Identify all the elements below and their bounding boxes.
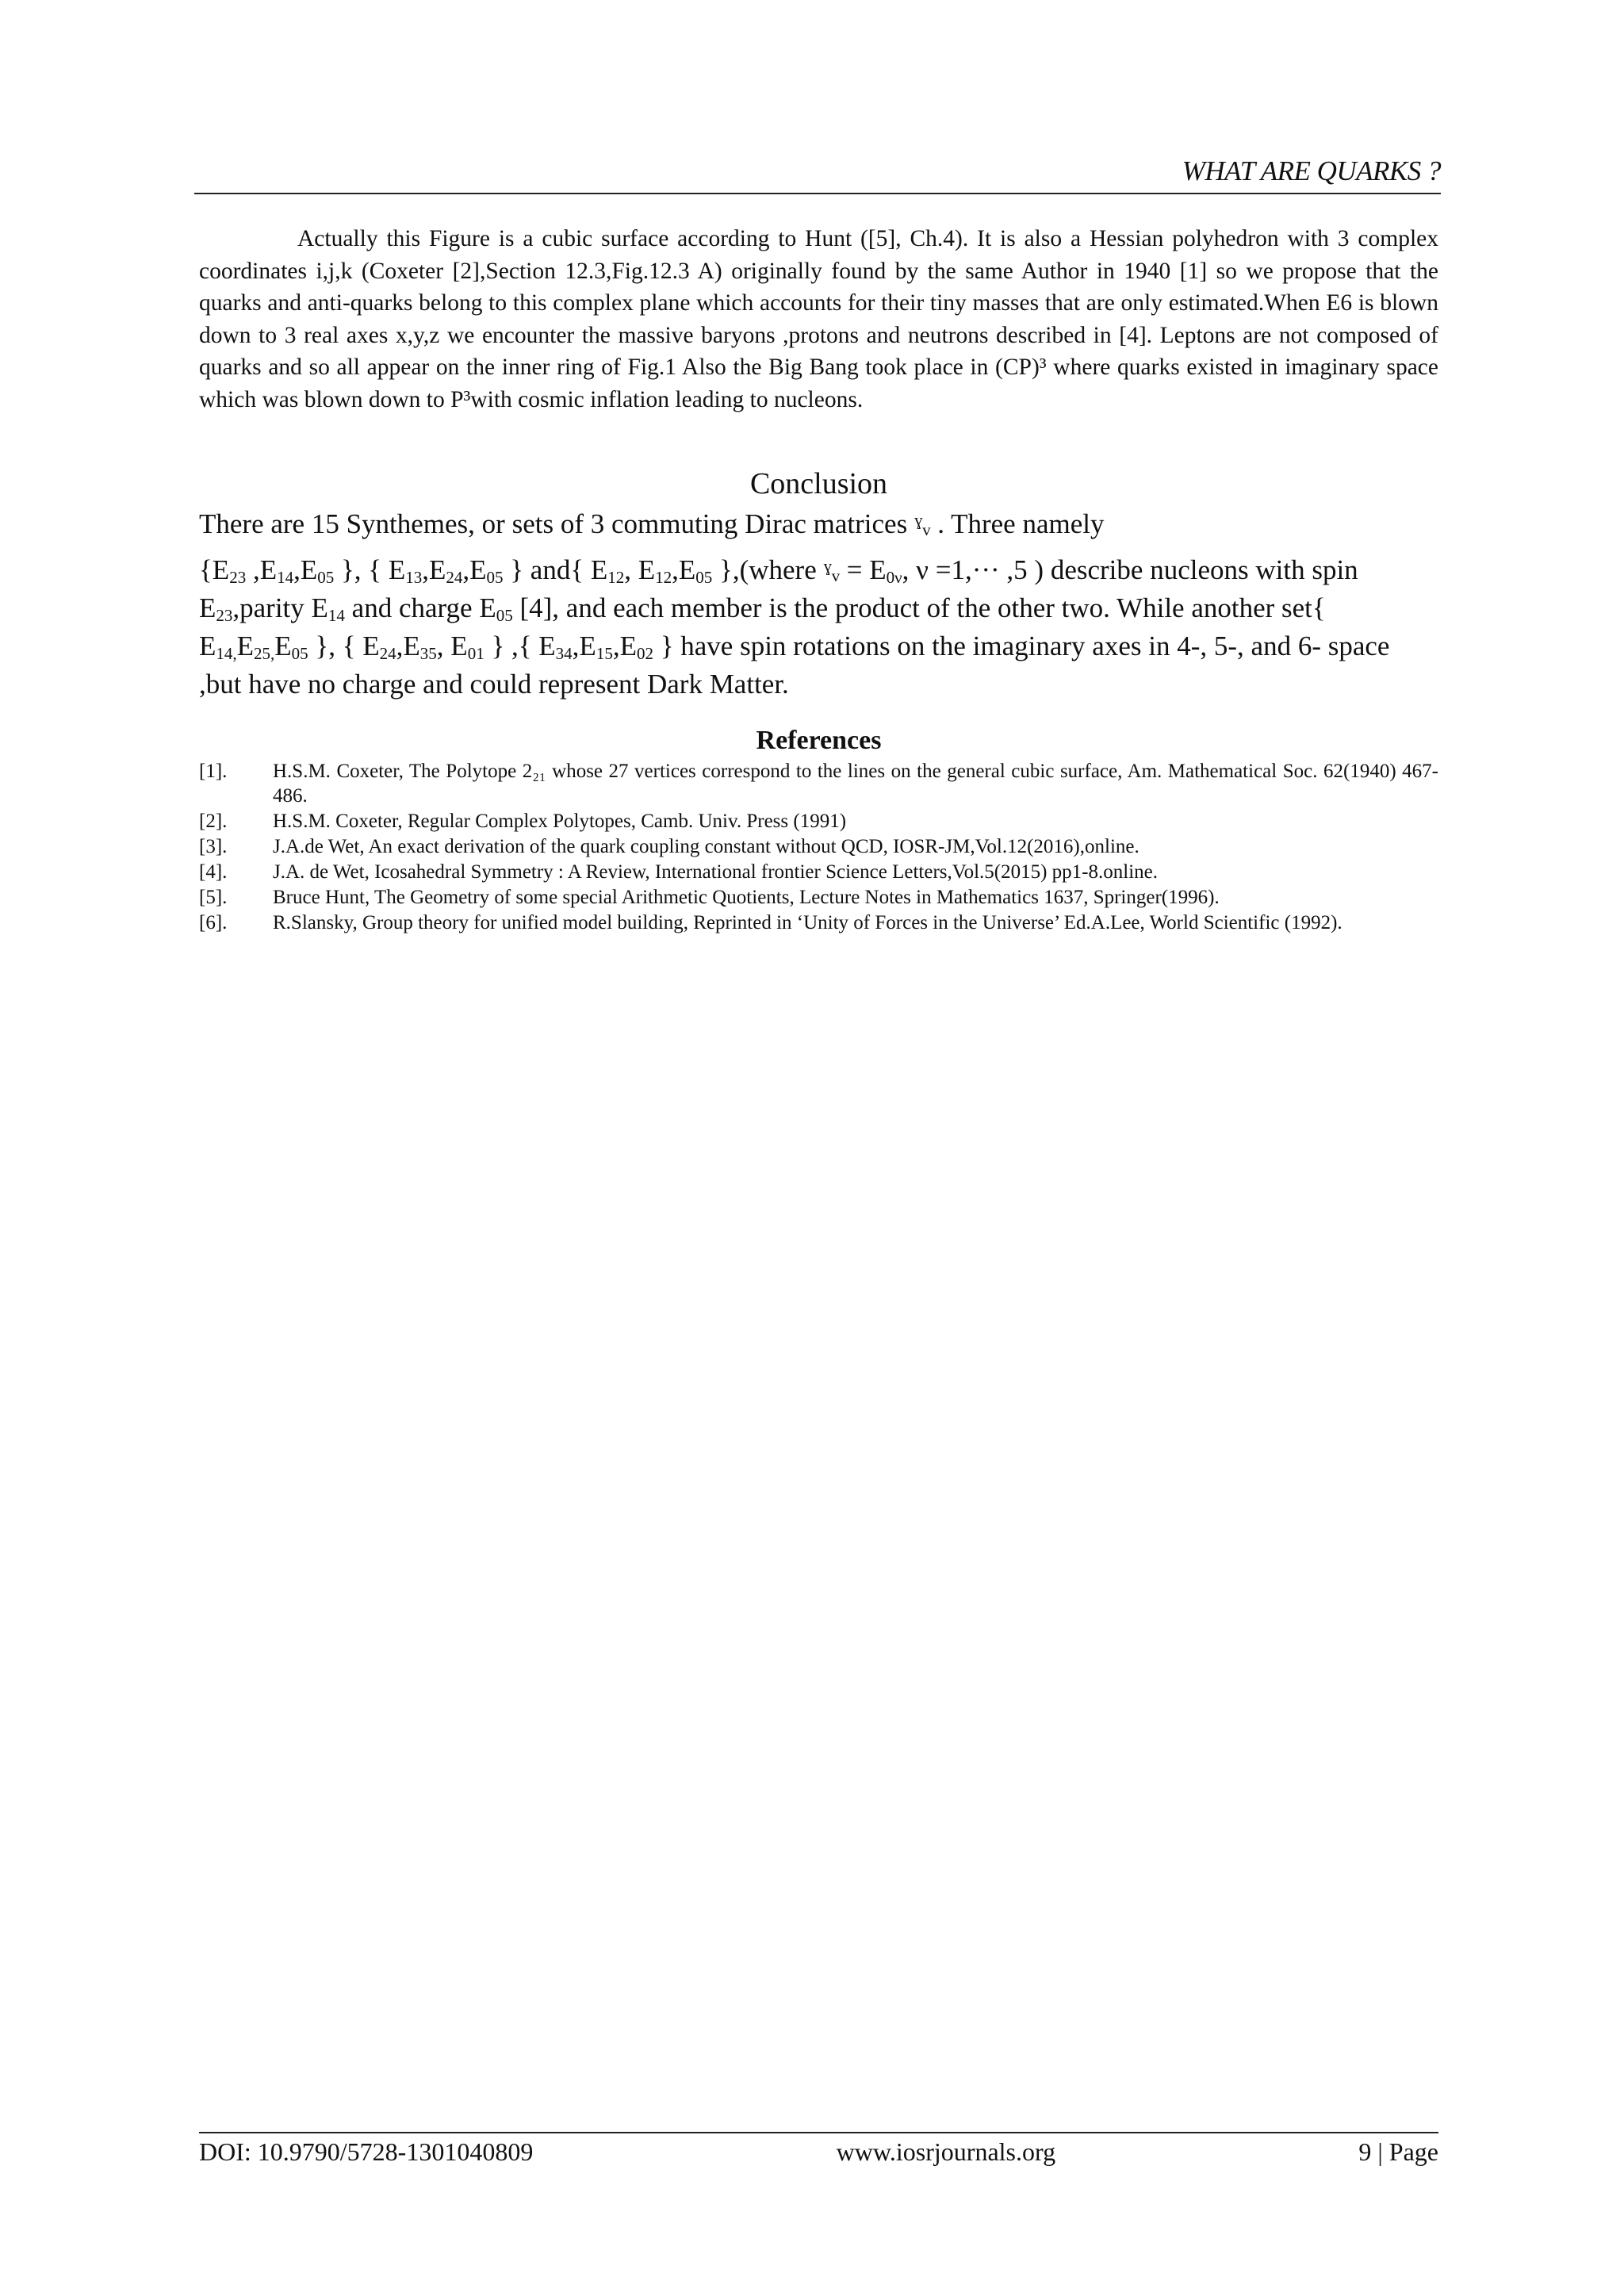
reference-number: [4].: [199, 861, 228, 883]
reference-text: H.S.M. Coxeter, Regular Complex Polytopes, Camb. Univ. Press (1991): [273, 811, 847, 832]
reference-item: [199, 910, 1438, 935]
conclusion-heading: Conclusion: [749, 467, 888, 500]
reference-item: [199, 860, 1438, 884]
conclusion-body: [199, 505, 1438, 703]
reference-text: R.Slansky, Group theory for unified model building, Reprinted in ‘Unity of Forces in the Universe’ Ed.A.Lee, World Scientific (1992).: [273, 912, 1342, 933]
reference-text: Bruce Hunt, The Geometry of some special Arithmetic Quotients, Lecture Notes in Mathematics 1637, Springer(1996).: [273, 887, 1220, 908]
reference-number: [1].: [199, 761, 228, 782]
page-footer: [199, 2137, 1438, 2167]
body-paragraph: Actually this Figure is a cubic surface according to Hunt ([5], Ch.4). It is also a Hessian polyhedron with 3 complex coordinates i,j,k (Coxeter [2],Section 12.3,Fig.12.3 A) originally found by the same Author in 1940 [1] so we propose that the quarks and anti-quarks belong to this complex plane which accounts for their tiny masses that are only estimated.When E6 is blown down to 3 real axes x,y,z we encounter the massive baryons ,protons and neutrons described in [4]. Leptons are not composed of quarks and so all appear on the inner ring of Fig.1 Also the Big Bang took place in (CP)³ where quarks existed in imaginary space which was blown down to P³with cosmic inflation leading to nucleons.: [199, 226, 1438, 412]
header-rule: [194, 193, 1441, 194]
reference-item: [199, 834, 1438, 859]
reference-number: [5].: [199, 887, 228, 908]
reference-item: [199, 885, 1438, 910]
reference-item: [199, 759, 1438, 808]
running-title: WHAT ARE QUARKS ?: [1182, 155, 1441, 186]
reference-list: [199, 759, 1438, 936]
reference-number: [3].: [199, 836, 228, 857]
reference-text: J.A. de Wet, Icosahedral Symmetry : A Review, International frontier Science Letters,Vol.5(2015) pp1-8.online.: [273, 861, 1158, 883]
footer-doi: DOI: 10.9790/5728-1301040809: [199, 2137, 534, 2166]
reference-text: J.A.de Wet, An exact derivation of the quark coupling constant without QCD, IOSR-JM,Vol.12(2016),online.: [273, 836, 1139, 857]
footer-rule: [199, 2132, 1438, 2133]
conclusion-paragraph-2: {$E_{23}$ $,E_{14},E_{05}$ }, { $E_{13},E_{24},E_{05}$ } and{ $E_{12}$, $E_{12},E_{05}$ },(where ˠᵥ = $E_{0\nu}$, ν =1,··· ,5 ) describe nucleons with spin $E_{23},parity$ $E_{14}$ and charge $E_{05}$ [4], and each member is the product of the other two. While another set{ $E_{14,}E_{25,}E_{05}$ }, { $E_{24},E_{35}$, $E_{01}$ } ,{ $E_{34},E_{15},E_{02}$ } have spin rotations on the imaginary axes in 4-, 5-, and 6- space ,but have no charge and could represent Dark Matter.: [199, 554, 1390, 700]
reference-number: [6].: [199, 912, 228, 933]
reference-text: H.S.M. Coxeter, The Polytope 2₂₁ whose 27 vertices correspond to the lines on the general cubic surface, Am. Mathematical Soc. 62(1940) 467-486.: [273, 761, 1438, 807]
footer-website: www.iosrjournals.org: [836, 2137, 1056, 2166]
reference-number: [2].: [199, 811, 228, 832]
footer-page-number: 9 | Page: [1358, 2137, 1438, 2166]
reference-item: [199, 809, 1438, 834]
conclusion-line-1: There are 15 Synthemes, or sets of 3 commuting Dirac matrices ˠᵥ . Three namely: [199, 508, 1105, 539]
references-heading: References: [756, 726, 882, 755]
